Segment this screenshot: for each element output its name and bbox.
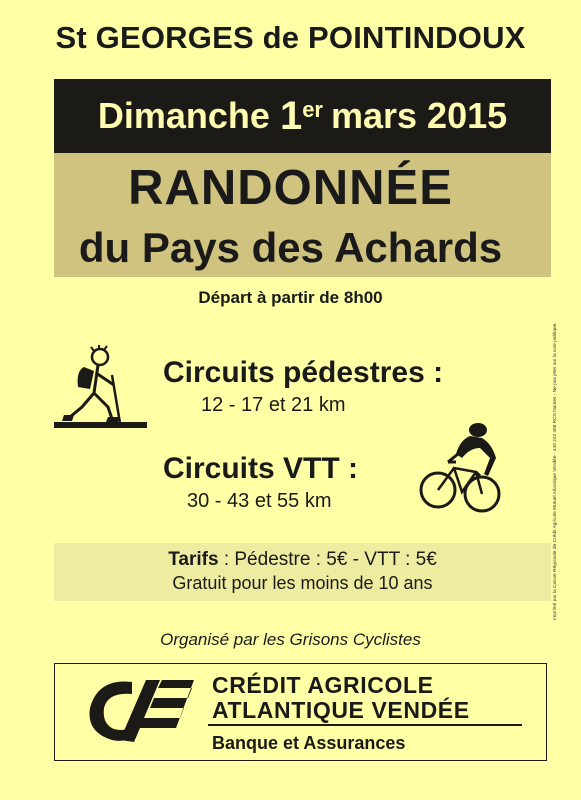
vtt-circuits-distances: 30 - 43 et 55 km [187,490,332,512]
tarifs-prices: : Pédestre : 5€ - VTT : 5€ [218,549,437,570]
departure-time: Départ à partir de 8h00 [198,288,383,307]
event-subtitle: du Pays des Achards [78,224,503,271]
sponsor-divider [208,724,522,726]
hiker-icon [54,345,150,433]
credit-agricole-logo [84,674,196,750]
sponsor-name-line1: CRÉDIT AGRICOLE [212,672,434,698]
sponsor-name-line2: ATLANTIQUE VENDÉE [212,697,470,723]
date-ordinal: er [302,97,323,122]
date-day: Dimanche [97,95,270,136]
organizer-text: Organisé par les Grisons Cyclistes [160,630,421,649]
pedestrian-circuits-title: Circuits pédestres : [163,356,444,389]
date-number: 1 [279,93,303,138]
town-heading: St GEORGES de POINTINDOUX [55,20,526,55]
date-month-year: mars 2015 [330,95,508,136]
printer-imprint: Imprimé par la Caisse Régionale de Crédit Agricole Mutuel Atlantique Vendée - 440 242 469 RCS Nantes - Ne pas jeter sur la voie publique. [553,322,558,620]
tarifs-line [54,549,551,571]
vtt-circuits-title: Circuits VTT : [163,452,359,485]
pedestrian-circuits-distances: 12 - 17 et 21 km [201,394,346,416]
event-title: RANDONNÉE [128,161,453,215]
tarifs-label: Tarifs [168,549,219,570]
free-under-10: Gratuit pour les moins de 10 ans [172,573,433,593]
date-banner [54,79,551,153]
cyclist-icon [418,418,502,518]
sponsor-tagline: Banque et Assurances [212,733,406,753]
